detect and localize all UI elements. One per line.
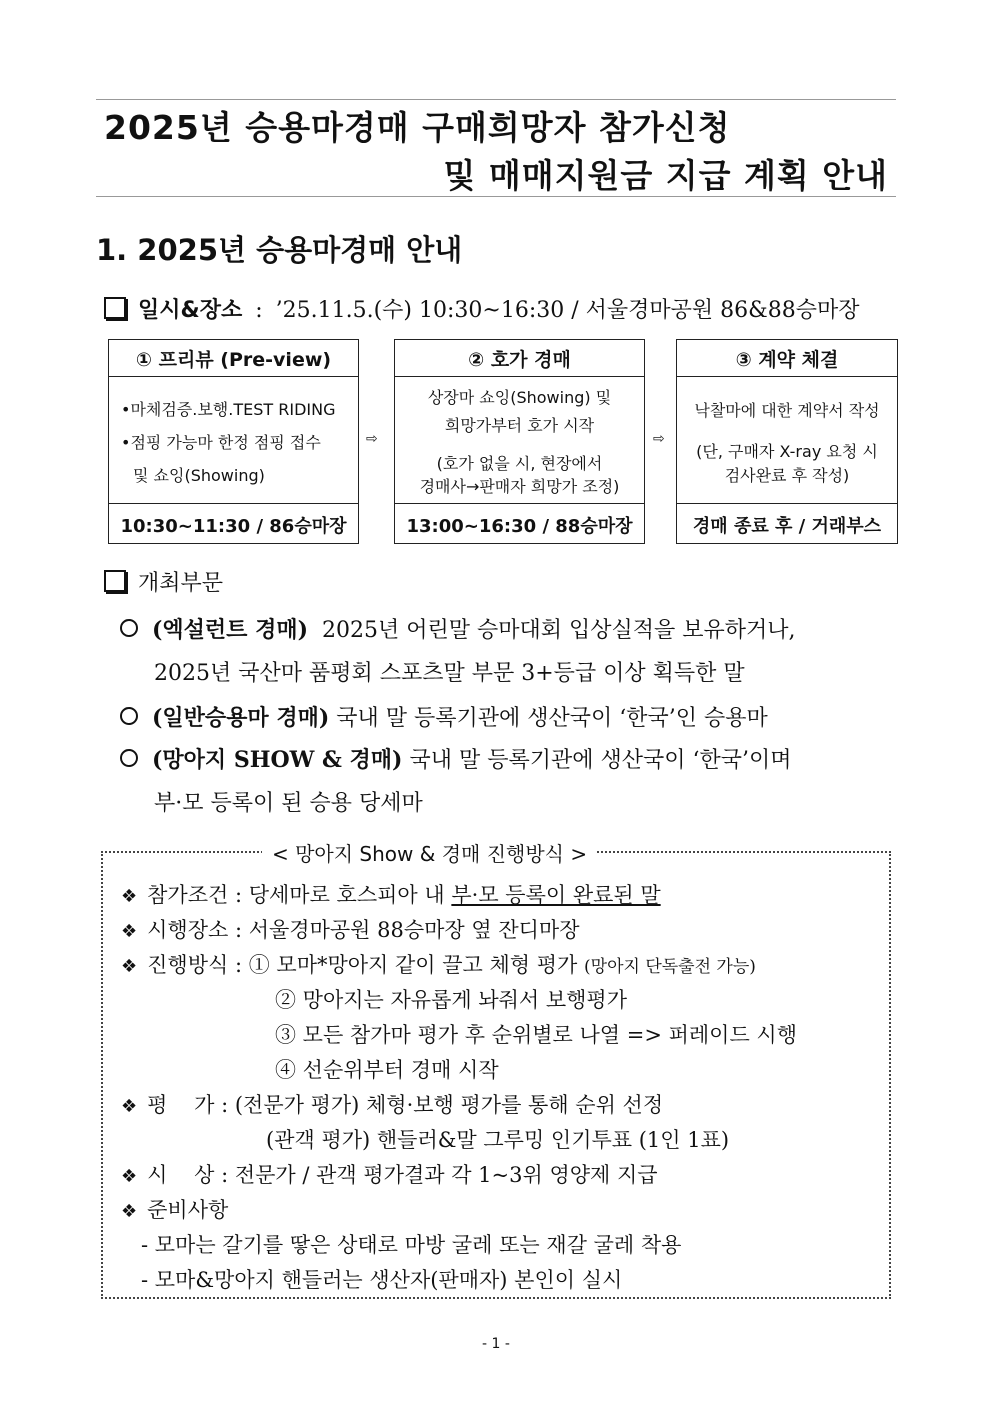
title-line-1: 2025년 승용마경매 구매희망자 참가신청 <box>104 108 731 147</box>
division-text: 2025년 어린말 승마대회 입상실적을 보유하거나, <box>322 618 796 643</box>
show-evaluation <box>121 1089 663 1119</box>
foal-show-box-title: < 망아지 Show & 경매 진행방식 > <box>262 838 597 867</box>
award-label: 시 상 : <box>147 1163 229 1187</box>
schedule-line <box>104 293 859 324</box>
title-line-2: 및 매매지원금 지급 계획 안내 <box>443 156 888 195</box>
stage-line: 희망가부터 호가 시작 <box>444 416 595 435</box>
document-title <box>96 99 896 197</box>
stage-line: •점핑 가능마 한정 점핑 접수 <box>121 433 321 452</box>
method-step: ③ 모든 참가마 평가 후 순위별로 나열 => 퍼레이드 시행 <box>275 1023 797 1047</box>
diamond-bullet-icon: ❖ <box>121 886 138 907</box>
division-label: (엑설런트 경매) <box>152 617 308 643</box>
stage-line: 검사완료 후 작성) <box>724 466 850 485</box>
right-arrow-icon: ⇨ <box>653 431 665 447</box>
diamond-bullet-icon: ❖ <box>121 1096 138 1117</box>
stage-body <box>395 377 644 504</box>
prep-line: - 모마는 갈기를 땋은 상태로 마방 굴레 또는 재갈 굴레 착용 <box>141 1233 682 1257</box>
division-text: 국내 말 등록기관에 생산국이 ‘한국’이며 <box>409 748 792 773</box>
show-preparation <box>121 1194 228 1224</box>
divisions-heading-text: 개최부문 <box>138 571 224 596</box>
condition-underlined: 부·모 등록이 완료된 말 <box>451 883 661 907</box>
show-venue <box>121 914 580 944</box>
stage-line: (단, 구매자 X-ray 요청 시 <box>696 442 878 461</box>
method-note: (망아지 단독출전 가능) <box>584 957 756 977</box>
circle-bullet-icon <box>120 619 138 637</box>
divisions-heading <box>104 566 223 597</box>
stage-header: ① 프리뷰 (Pre-view) <box>109 340 358 377</box>
right-arrow-icon: ⇨ <box>366 431 378 447</box>
stage-line: 및 쇼잉(Showing) <box>133 466 265 485</box>
stage-line: 경매사→판매자 희망가 조정) <box>419 477 620 496</box>
stage-auction-box <box>394 339 645 544</box>
checkbox-square-icon <box>104 297 126 319</box>
division-label: (일반승용마 경매) <box>152 705 330 731</box>
method-step: ② 망아지는 자유롭게 놔줘서 보행평가 <box>275 988 627 1012</box>
checkbox-square-icon <box>104 570 126 592</box>
division-item-foal <box>120 743 791 774</box>
venue-label: 시행장소 : <box>147 918 243 942</box>
stage-contract-box <box>676 339 898 544</box>
stage-body <box>109 377 358 504</box>
stage-body <box>677 377 897 504</box>
stage-line: •마체검증.보행.TEST RIDING <box>121 400 336 419</box>
stage-header: ② 호가 경매 <box>395 340 644 377</box>
diamond-bullet-icon: ❖ <box>121 956 138 977</box>
show-award <box>121 1159 658 1189</box>
division-item-general <box>120 701 768 732</box>
diamond-bullet-icon: ❖ <box>121 1201 138 1222</box>
stage-line: (호가 없을 시, 현장에서 <box>436 454 603 473</box>
eval-line: (전문가 평가) 체형·보행 평가를 통해 순위 선정 <box>234 1093 664 1117</box>
schedule-value: ’25.11.5.(수) 10:30~16:30 / 서울경마공원 86&88승마장 <box>275 298 860 323</box>
division-label: (망아지 SHOW & 경매) <box>152 747 403 773</box>
schedule-label: 일시&장소 <box>138 298 243 323</box>
method-step: ① 모마*망아지 같이 끌고 체형 평가 <box>248 953 578 977</box>
eval-line: (관객 평가) 핸들러&말 그루밍 인기투표 (1인 1표) <box>266 1128 730 1152</box>
circle-bullet-icon <box>120 749 138 767</box>
diamond-bullet-icon: ❖ <box>121 921 138 942</box>
method-label: 진행방식 : <box>147 953 243 977</box>
division-item-foal-cont: 부·모 등록이 된 승용 당세마 <box>154 791 423 816</box>
condition-label: 참가조건 : <box>147 883 243 907</box>
method-step: ④ 선순위부터 경매 시작 <box>275 1058 499 1082</box>
division-text: 국내 말 등록기관에 생산국이 ‘한국’인 승용마 <box>336 706 768 731</box>
stage-line: 상장마 쇼잉(Showing) 및 <box>427 388 612 407</box>
diamond-bullet-icon: ❖ <box>121 1166 138 1187</box>
stage-footer: 10:30∼11:30 / 86승마장 <box>120 515 347 537</box>
show-method <box>121 949 756 979</box>
stage-footer: 13:00∼16:30 / 88승마장 <box>406 515 633 537</box>
stage-footer: 경매 종료 후 / 거래부스 <box>692 515 882 537</box>
prep-label: 준비사항 <box>147 1198 229 1222</box>
condition-text: 당세마로 호스피아 내 <box>248 883 445 907</box>
venue-text: 서울경마공원 88승마장 옆 잔디마장 <box>248 918 580 942</box>
stage-preview-box <box>108 339 359 544</box>
schedule-separator: : <box>255 298 263 323</box>
circle-bullet-icon <box>120 707 138 725</box>
page-number: - 1 - <box>482 1336 510 1352</box>
eval-label: 평 가 : <box>147 1093 229 1117</box>
division-item-excellent-cont: 2025년 국산마 품평회 스포츠말 부문 3+등급 이상 획득한 말 <box>154 661 745 686</box>
stage-line: 낙찰마에 대한 계약서 작성 <box>694 401 880 420</box>
section-heading: 1. 2025년 승용마경매 안내 <box>96 233 463 267</box>
division-item-excellent <box>120 613 796 644</box>
prep-line: - 모마&망아지 핸들러는 생산자(판매자) 본인이 실시 <box>141 1268 623 1292</box>
show-condition <box>121 879 661 909</box>
award-text: 전문가 / 관객 평가결과 각 1~3위 영양제 지급 <box>234 1163 658 1187</box>
stage-header: ③ 계약 체결 <box>677 340 897 377</box>
